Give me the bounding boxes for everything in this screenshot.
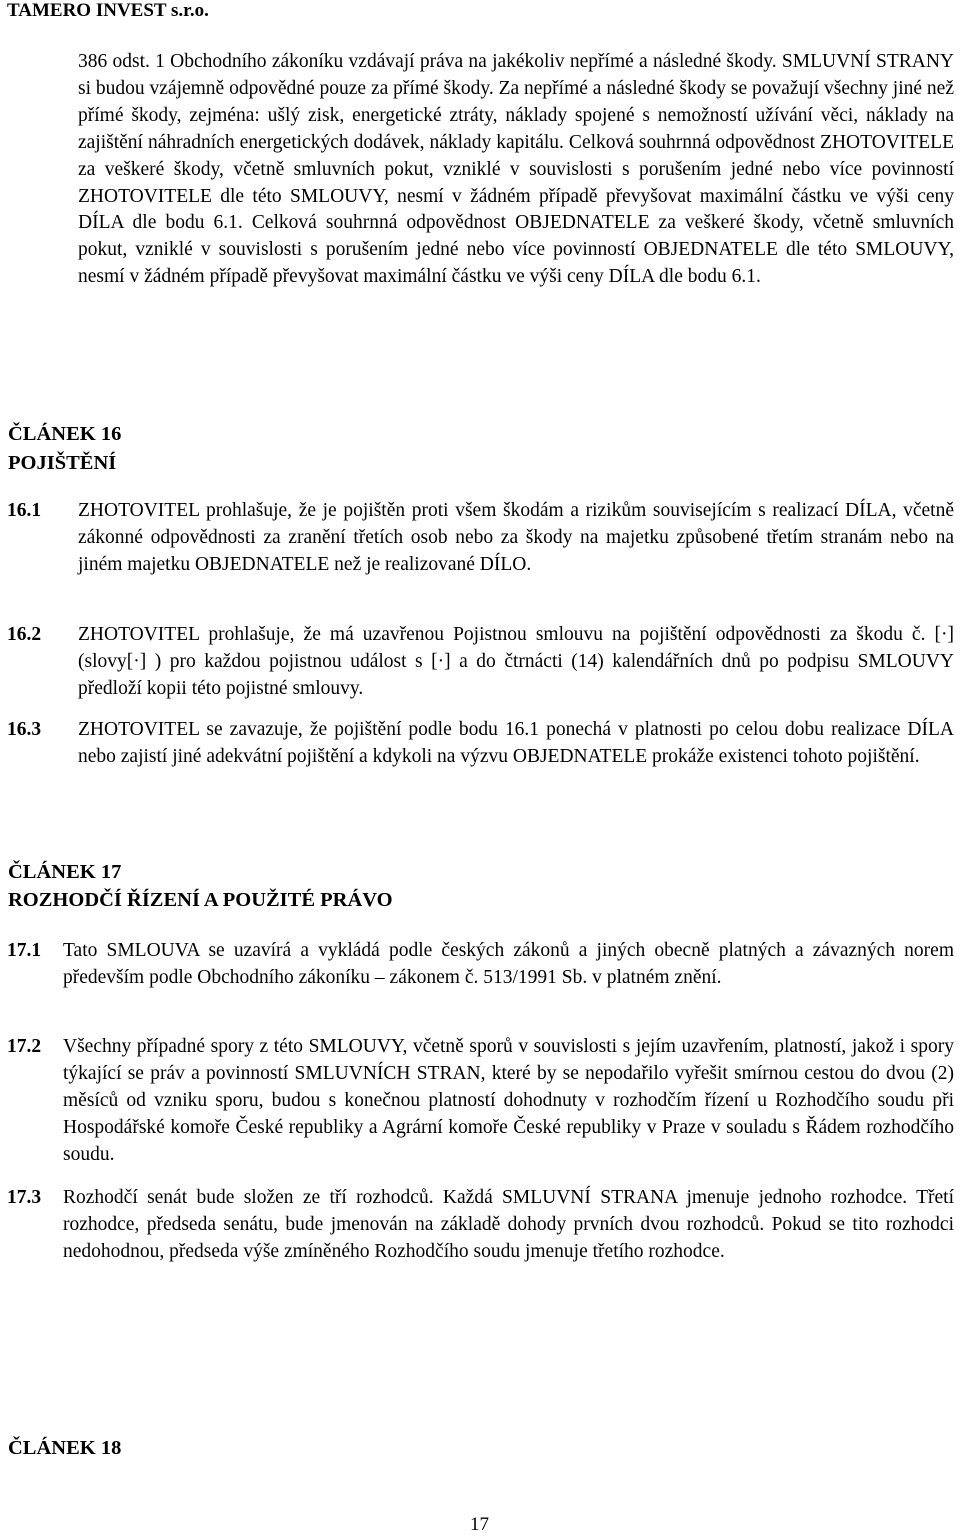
clause-17-1 xyxy=(7,938,954,992)
clause-number: 17.2 xyxy=(7,1036,42,1057)
article-16-number: ČLÁNEK 16 xyxy=(8,423,122,445)
article-16-title: POJIŠTĚNÍ xyxy=(8,452,117,474)
clause-16-3 xyxy=(7,717,954,771)
clause-text: Všechny případné spory z této SMLOUVY, včetně sporů v souvislosti s jejím uzavřením, platností, jakož i spory týkající se práv a povinností SMLUVNÍCH STRAN, které by se nepodařilo vyřešit smírnou cestou do dvou (2) měsíců od vzniku sporu, budou s konečnou platností dohodnuty v rozhodčím řízení u Rozhodčího soudu při Hospodářské komoře České republiky a Agrární komoře České republiky v Praze v souladu s Řádem rozhodčího soudu. xyxy=(63,1036,954,1165)
article-18-number: ČLÁNEK 18 xyxy=(8,1437,122,1459)
clause-number: 16.1 xyxy=(7,500,42,521)
clause-number: 16.2 xyxy=(7,624,42,645)
clause-16-2 xyxy=(7,622,954,703)
page-number: 17 xyxy=(470,1514,489,1535)
clause-17-2 xyxy=(7,1034,954,1169)
article-17-title: ROZHODČÍ ŘÍZENÍ A POUŽITÉ PRÁVO xyxy=(8,889,393,911)
clause-text: Rozhodčí senát bude složen ze tří rozhodců. Každá SMLUVNÍ STRANA jmenuje jednoho rozhodce. Třetí rozhodce, předseda senátu, bude jmenován na základě dohody prvních dvou rozhodců. Pokud se tito rozhodci nedohodnou, předseda výše zmíněného Rozhodčího soudu jmenuje třetího rozhodce. xyxy=(63,1187,954,1262)
clause-text: ZHOTOVITEL prohlašuje, že má uzavřenou Pojistnou smlouvu na pojištění odpovědnosti za škodu č. [·] (slovy[·] ) pro každou pojistnou událost s [·] a do čtrnácti (14) kalendářních dnů po podpisu SMLOUVY předloží kopii této pojistné smlouvy. xyxy=(78,624,954,699)
clause-17-3 xyxy=(7,1185,954,1266)
company-header: TAMERO INVEST s.r.o. xyxy=(7,0,209,21)
intro-paragraph: 386 odst. 1 Obchodního zákoníku vzdávají práva na jakékoliv nepřímé a následné škody. SMLUVNÍ STRANY si budou vzájemně odpovědné pouze za přímé škody. Za nepřímé a následné škody se považují všechny jiné než přímé škody, zejména: ušlý zisk, energetické ztráty, náklady spojené s nemožností užívání věci, náklady na zajištění náhradních energetických dodávek, náklady kapitálu. Celková souhrnná odpovědnost ZHOTOVITELE za veškeré škody, včetně smluvních pokut, vzniklé v souvislosti s porušením jedné nebo více povinností ZHOTOVITELE dle této SMLOUVY, nesmí v žádném případě převyšovat maximální částku ve výši ceny DÍLA dle bodu 6.1. Celková souhrnná odpovědnost OBJEDNATELE za veškeré škody, včetně smluvních pokut, vzniklé v souvislosti s porušením jedné nebo více povinností OBJEDNATELE dle této SMLOUVY, nesmí v žádném případě převyšovat maximální částku ve výši ceny DÍLA dle bodu 6.1. xyxy=(78,51,954,288)
clause-text: ZHOTOVITEL se zavazuje, že pojištění podle bodu 16.1 ponechá v platnosti po celou dobu realizace DÍLA nebo zajistí jiné adekvátní pojištění a kdykoli na výzvu OBJEDNATELE prokáže existenci tohoto pojištění. xyxy=(78,719,954,767)
clause-number: 17.3 xyxy=(7,1187,42,1208)
clause-number: 16.3 xyxy=(7,719,42,740)
clause-text: ZHOTOVITEL prohlašuje, že je pojištěn proti všem škodám a rizikům souvisejícím s realizací DÍLA, včetně zákonné odpovědnosti za zranění třetích osob nebo za škody na majetku způsobené třetím stranám nebo na jiném majetku OBJEDNATELE než je realizované DÍLO. xyxy=(78,500,954,575)
clause-16-1 xyxy=(7,498,954,579)
article-17-number: ČLÁNEK 17 xyxy=(8,861,122,883)
clause-number: 17.1 xyxy=(7,940,42,961)
clause-text: Tato SMLOUVA se uzavírá a vykládá podle českých zákonů a jiných obecně platných a závazných norem především podle Obchodního zákoníku – zákonem č. 513/1991 Sb. v platném znění. xyxy=(63,940,954,988)
